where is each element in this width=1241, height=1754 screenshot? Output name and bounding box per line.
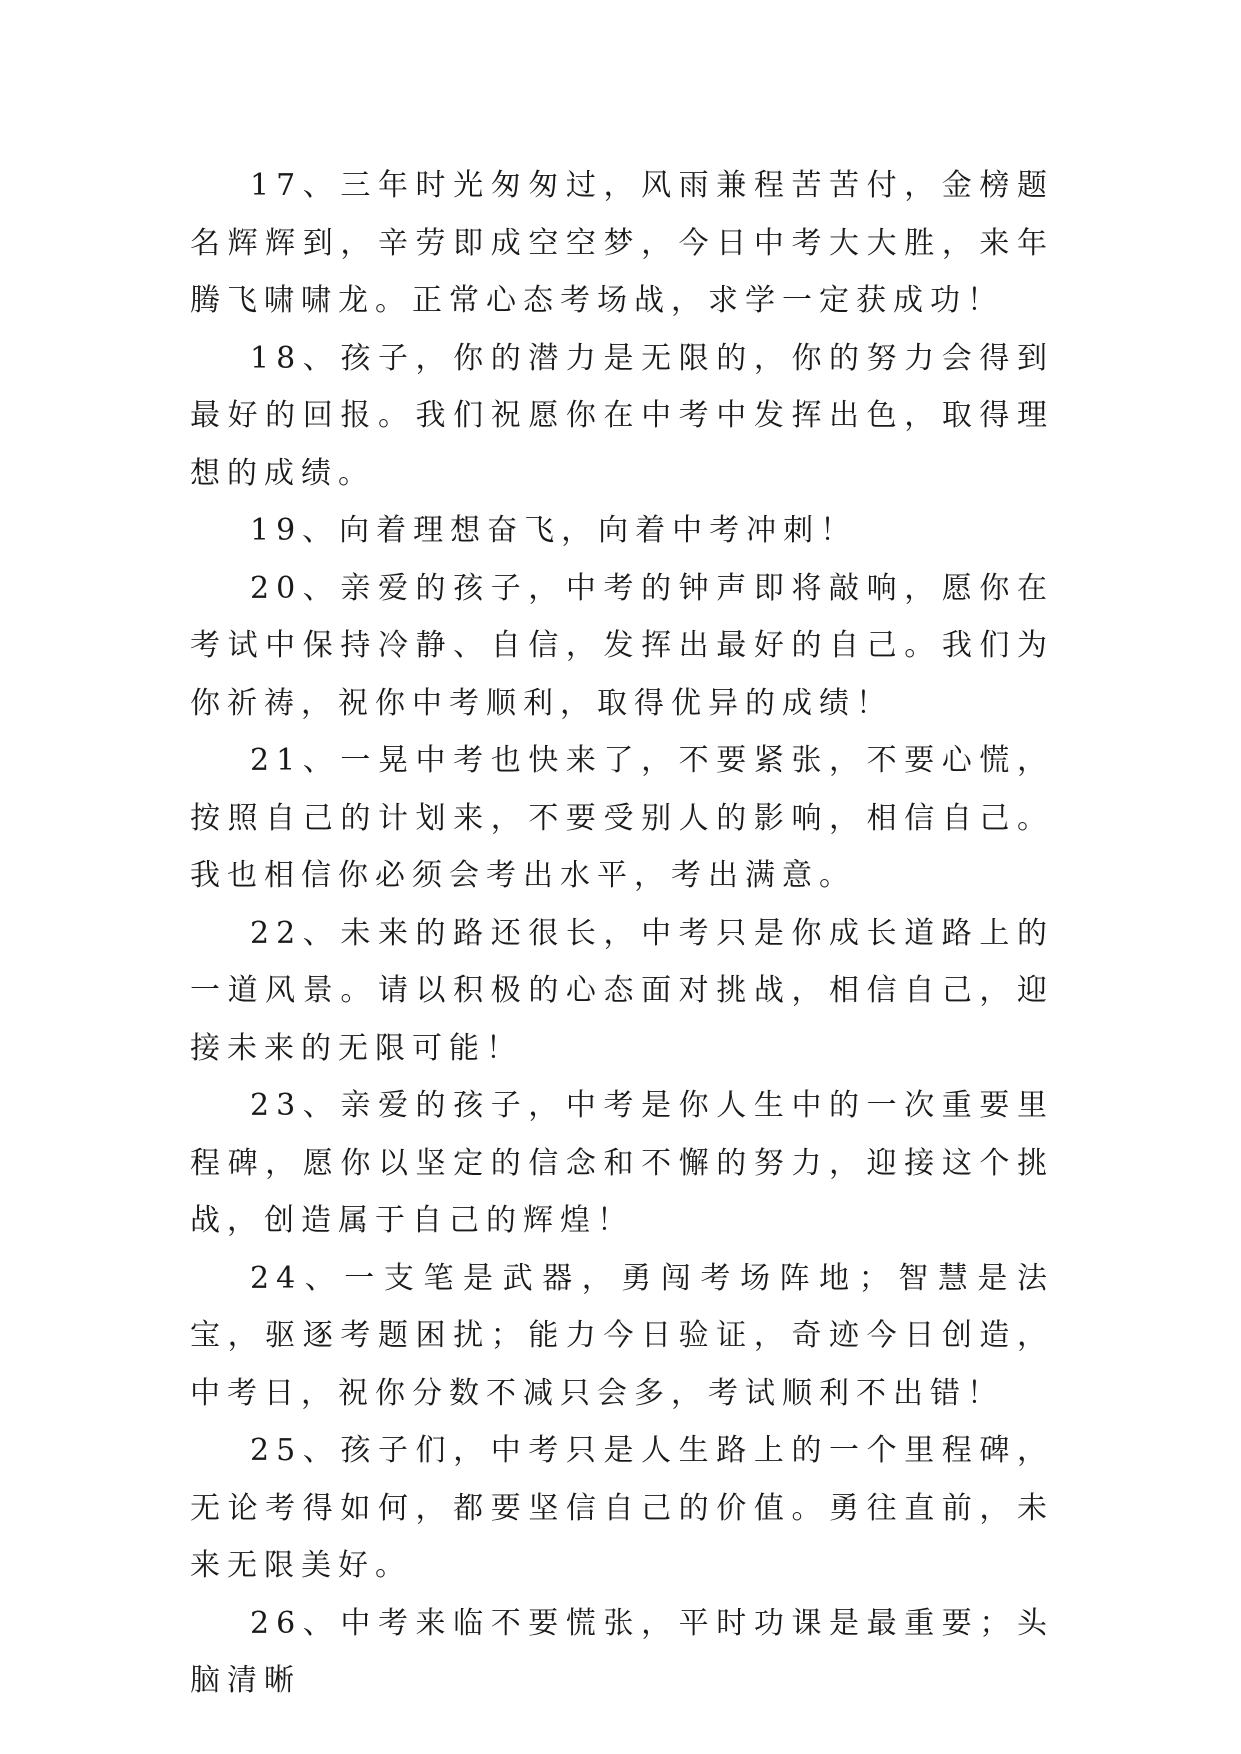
paragraph-21: 21、一晃中考也快来了，不要紧张，不要心慌，按照自己的计划来，不要受别人的影响，相信自己。我也相信你必须会考出水平，考出满意。: [190, 743, 1054, 893]
document-body: [190, 157, 1054, 1710]
paragraph-18: 18、孩子，你的潜力是无限的，你的努力会得到最好的回报。我们祝愿你在中考中发挥出色，取得理想的成绩。: [190, 340, 1054, 491]
paragraph-24: 24、一支笔是武器，勇闯考场阵地；智慧是法宝，驱逐考题困扰；能力今日验证，奇迹今日创造，中考日，祝你分数不减只会多，考试顺利不出错！: [190, 1260, 1054, 1411]
paragraph-20: 20、亲爱的孩子，中考的钟声即将敲响，愿你在考试中保持冷静、自信，发挥出最好的自己。我们为你祈祷，祝你中考顺利，取得优异的成绩！: [190, 570, 1054, 721]
paragraph-19: 19、向着理想奋飞，向着中考冲刺！: [250, 513, 858, 548]
paragraph-25: 25、孩子们，中考只是人生路上的一个里程碑，无论考得如何，都要坚信自己的价值。勇往直前，未来无限美好。: [190, 1433, 1054, 1583]
paragraph-26: 26、中考来临不要慌张，平时功课是最重要；头脑清晰: [190, 1605, 1054, 1698]
paragraph-17: 17、三年时光匆匆过，风雨兼程苦苦付，金榜题名辉辉到，辛劳即成空空梦，今日中考大大胜，来年腾飞啸啸龙。正常心态考场战，求学一定获成功！: [190, 168, 1054, 318]
paragraph-23: 23、亲爱的孩子，中考是你人生中的一次重要里程碑，愿你以坚定的信念和不懈的努力，迎接这个挑战，创造属于自己的辉煌！: [190, 1088, 1054, 1238]
paragraph-22: 22、未来的路还很长，中考只是你成长道路上的一道风景。请以积极的心态面对挑战，相信自己，迎接未来的无限可能！: [190, 915, 1054, 1066]
